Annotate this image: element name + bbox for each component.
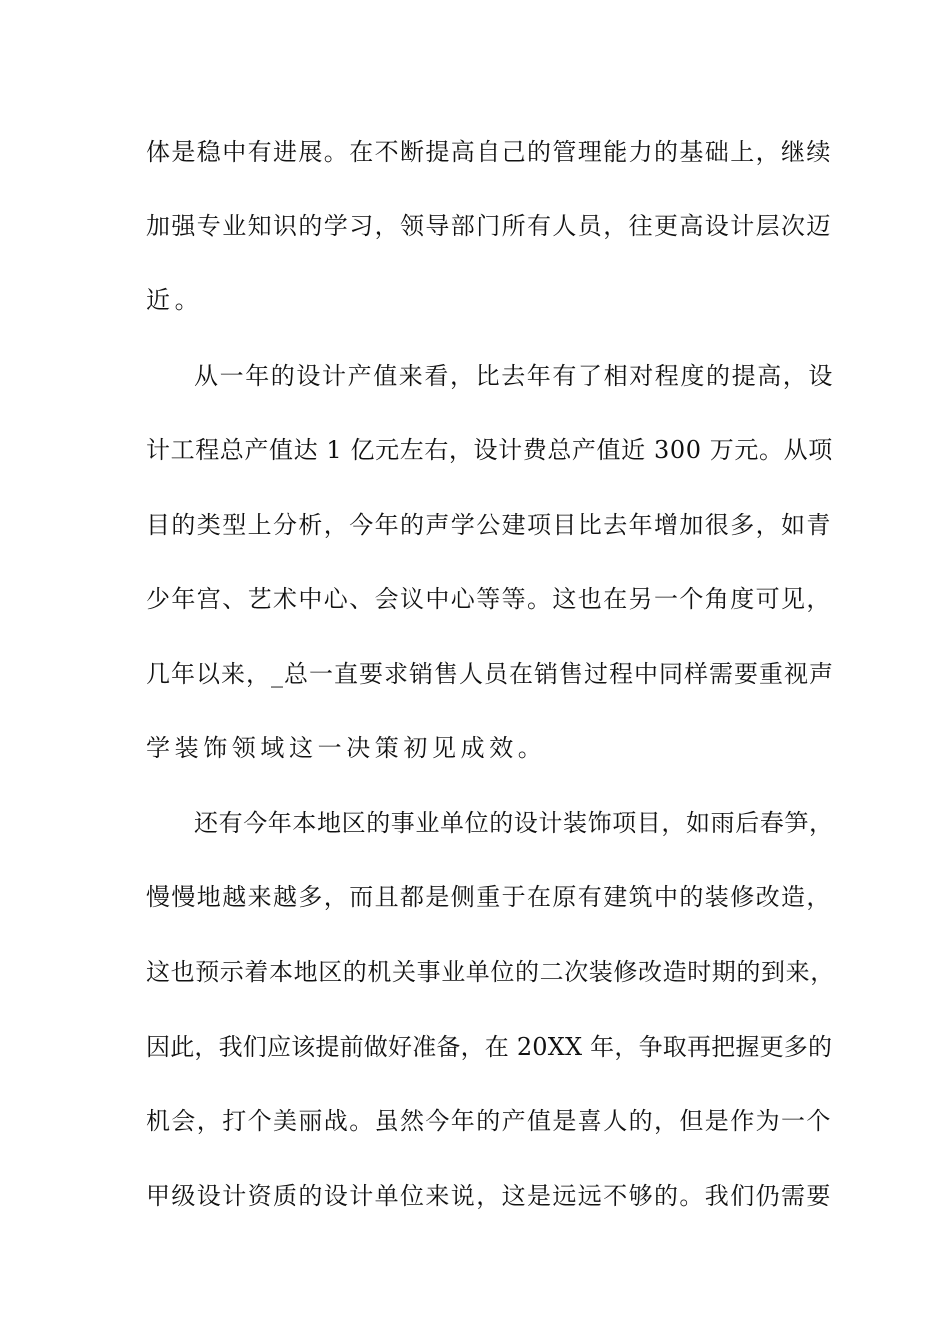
text-line: 学装饰领域这一决策初见成效。: [146, 734, 547, 762]
text-line: 计工程总产值达 1 亿元左右，设计费总产值近 300 万元。从项: [146, 436, 833, 464]
paragraph-start-line: 还有今年本地区的事业单位的设计装饰项目，如雨后春笋，: [194, 809, 834, 837]
text-line: 因此，我们应该提前做好准备，在 20XX 年，争取再把握更多的: [146, 1033, 833, 1061]
paragraph-start-line: 从一年的设计产值来看，比去年有了相对程度的提高，设: [194, 362, 834, 390]
text-line: 这也预示着本地区的机关事业单位的二次装修改造时期的到来，: [146, 958, 835, 986]
text-line: 机会，打个美丽战。虽然今年的产值是喜人的，但是作为一个: [146, 1107, 832, 1135]
text-line: 加强专业知识的学习，领导部门所有人员，往更高设计层次迈: [146, 212, 832, 240]
text-line: 慢慢地越来越多，而且都是侧重于在原有建筑中的装修改造，: [146, 883, 832, 911]
text-line: 几年以来，_总一直要求销售人员在销售过程中同样需要重视声: [146, 660, 834, 688]
text-line: 甲级设计资质的设计单位来说，这是远远不够的。我们仍需要: [146, 1182, 832, 1210]
text-line: 目的类型上分析，今年的声学公建项目比去年增加很多，如青: [146, 511, 832, 539]
text-line: 近。: [146, 286, 204, 314]
text-line: 少年宫、艺术中心、会议中心等等。这也在另一个角度可见，: [146, 585, 832, 613]
text-line: 体是稳中有进展。在不断提高自己的管理能力的基础上，继续: [146, 138, 832, 166]
